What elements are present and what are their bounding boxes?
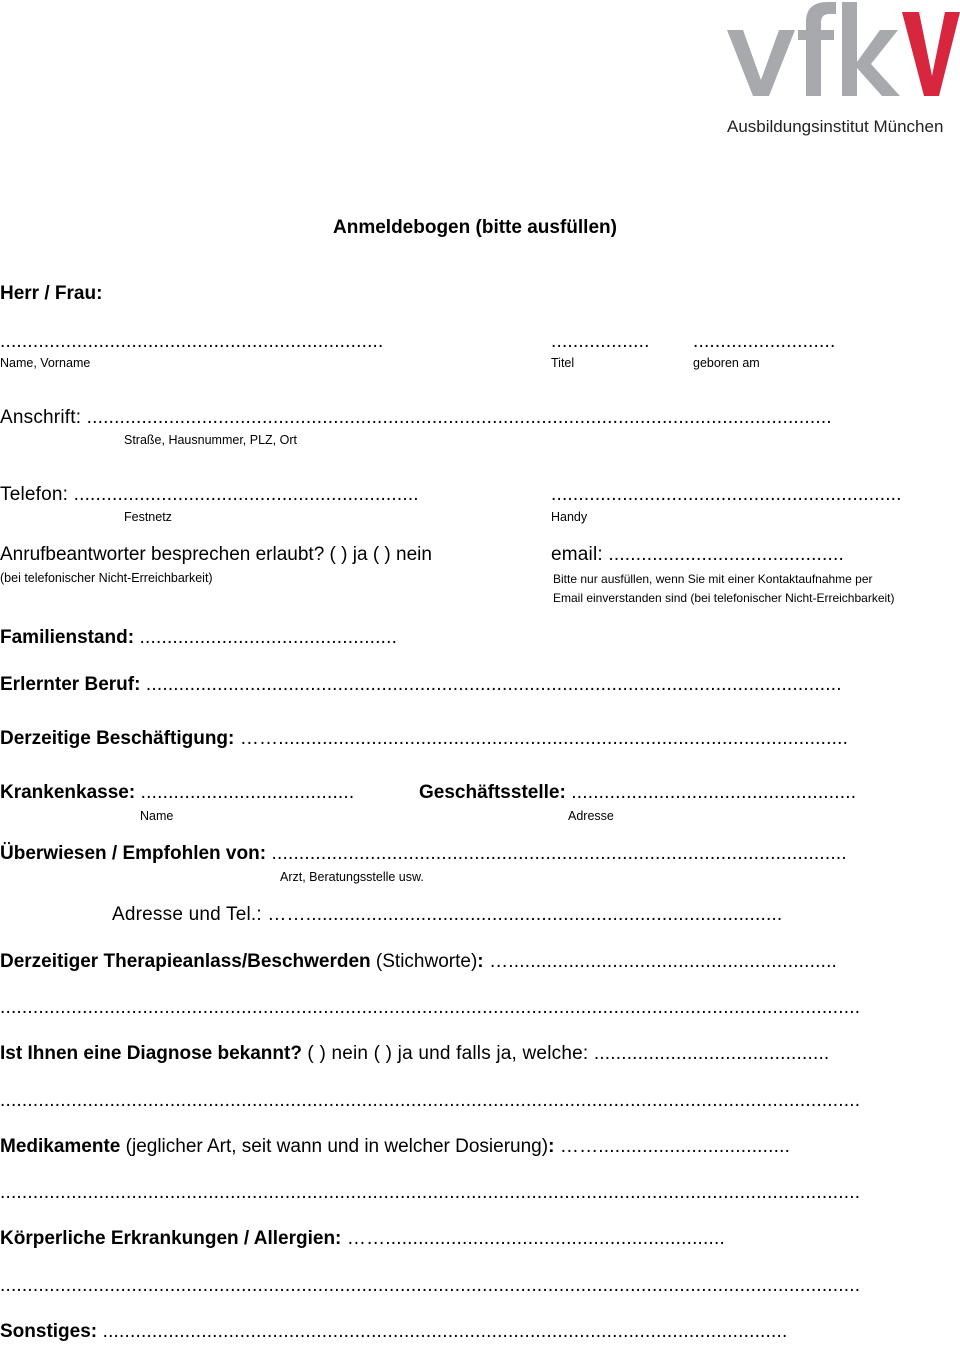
geboren-caption: geboren am — [693, 356, 760, 370]
koerperlich-row[interactable] — [0, 1228, 725, 1250]
anschrift-caption: Straße, Hausnummer, PLZ, Ort — [124, 433, 297, 447]
handy-caption: Handy — [551, 510, 588, 524]
name-vorname-caption: Name, Vorname — [0, 356, 91, 370]
medikamente-field[interactable]: ……................................... — [554, 1136, 791, 1157]
diagnose-options-field[interactable]: ( ) nein ( ) ja und falls ja, welche: ........................................... — [301, 1043, 830, 1064]
ueberwiesen-field[interactable]: ......................................................................................................... — [266, 843, 847, 864]
krankenkasse-field[interactable]: ....................................... — [135, 782, 355, 803]
email-caption-2: Email einverstanden sind (bei telefonischer Nicht-Erreichbarkeit) — [553, 591, 895, 605]
beschaeftigung-row[interactable] — [0, 728, 848, 750]
diagnose-row[interactable] — [0, 1043, 829, 1065]
name-vorname-field[interactable]: ...................................................................... — [0, 331, 384, 352]
medikamente-colon: : — [548, 1136, 555, 1157]
krankenkasse-row[interactable] — [0, 782, 354, 804]
logo-subtitle: Ausbildungsinstitut München — [727, 117, 944, 136]
therapie-row[interactable] — [0, 951, 837, 973]
ueberwiesen-row[interactable] — [0, 843, 847, 865]
geboren-am-field[interactable]: .......................... — [693, 331, 836, 352]
titel-field[interactable]: .................. — [551, 331, 650, 352]
koerperlich-label: Körperliche Erkrankungen / Allergien: — [0, 1228, 342, 1249]
titel-caption: Titel — [551, 356, 575, 370]
therapie-paren: (Stichworte) — [370, 951, 478, 972]
form-title: Anmeldebogen (bitte ausfüllen) — [333, 217, 617, 238]
handy-field[interactable]: ................................................................ — [551, 484, 902, 505]
festnetz-caption: Festnetz — [124, 510, 172, 524]
therapie-colon: : — [477, 951, 484, 972]
geschaeftsstelle-label: Geschäftsstelle: — [419, 782, 566, 803]
anrufbeantworter-caption: (bei telefonischer Nicht-Erreichbarkeit) — [0, 571, 213, 585]
familienstand-label: Familienstand: — [0, 627, 135, 648]
sonstiges-label: Sonstiges: — [0, 1321, 98, 1342]
logo-v1-shape — [727, 30, 795, 96]
ueberwiesen-label: Überwiesen / Empfohlen von: — [0, 843, 267, 864]
geschaeftsstelle-adresse-caption: Adresse — [568, 809, 614, 823]
beschaeftigung-label: Derzeitige Beschäftigung: — [0, 728, 235, 749]
beruf-row[interactable] — [0, 674, 842, 696]
logo-k-shape — [842, 2, 900, 96]
geschaeftsstelle-field[interactable]: .................................................... — [565, 782, 857, 803]
medikamente-label: Medikamente — [0, 1136, 121, 1157]
diagnose-label: Ist Ihnen eine Diagnose bekannt? — [0, 1043, 302, 1064]
email-field[interactable]: email: ........................................... — [551, 544, 844, 565]
geschaeftsstelle-row[interactable] — [419, 782, 856, 804]
sonstiges-row[interactable] — [0, 1321, 787, 1343]
logo-f-shape — [798, 2, 836, 96]
beruf-field[interactable]: ............................................................................................................................... — [140, 674, 842, 695]
adresse-tel-field[interactable]: Adresse und Tel.: ……....................................................................................... — [112, 904, 783, 925]
diagnose-line-2[interactable]: ............................................................................................................................................................. — [0, 1090, 861, 1111]
email-caption-1: Bitte nur ausfüllen, wenn Sie mit einer Kontaktaufnahme per — [553, 572, 873, 586]
therapie-label: Derzeitiger Therapieanlass/Beschwerden — [0, 951, 371, 972]
krankenkasse-name-caption: Name — [140, 809, 174, 823]
anschrift-field[interactable]: Anschrift: ........................................................................................................................................ — [0, 407, 832, 428]
therapie-field[interactable]: …............................................................ — [483, 951, 838, 972]
anrufbeantworter-question[interactable]: Anrufbeantworter besprechen erlaubt? ( ) ja ( ) nein — [0, 544, 432, 565]
therapie-line-2[interactable]: ............................................................................................................................................................. — [0, 997, 861, 1018]
logo-v2-shape — [902, 12, 960, 96]
krankenkasse-label: Krankenkasse: — [0, 782, 136, 803]
familienstand-row[interactable] — [0, 627, 397, 649]
koerperlich-field[interactable]: …….............................................................. — [341, 1228, 725, 1249]
vfkv-logo-mark — [724, 0, 960, 102]
sonstiges-field[interactable]: ............................................................................................................................. — [97, 1321, 788, 1342]
familienstand-field[interactable]: ............................................... — [134, 627, 398, 648]
beschaeftigung-field[interactable]: ……........................................................................................................ — [234, 728, 849, 749]
telefon-field[interactable]: Telefon: ............................................................... — [0, 484, 419, 505]
ueberwiesen-caption: Arzt, Beratungsstelle usw. — [280, 870, 424, 884]
beruf-label: Erlernter Beruf: — [0, 674, 141, 695]
medikamente-line-2[interactable]: ............................................................................................................................................................. — [0, 1182, 861, 1203]
medikamente-row[interactable] — [0, 1136, 790, 1158]
herr-frau-label: Herr / Frau: — [0, 283, 103, 304]
koerperlich-line-2[interactable]: ............................................................................................................................................................. — [0, 1275, 861, 1296]
medikamente-paren: (jeglicher Art, seit wann und in welcher Dosierung) — [120, 1136, 549, 1157]
